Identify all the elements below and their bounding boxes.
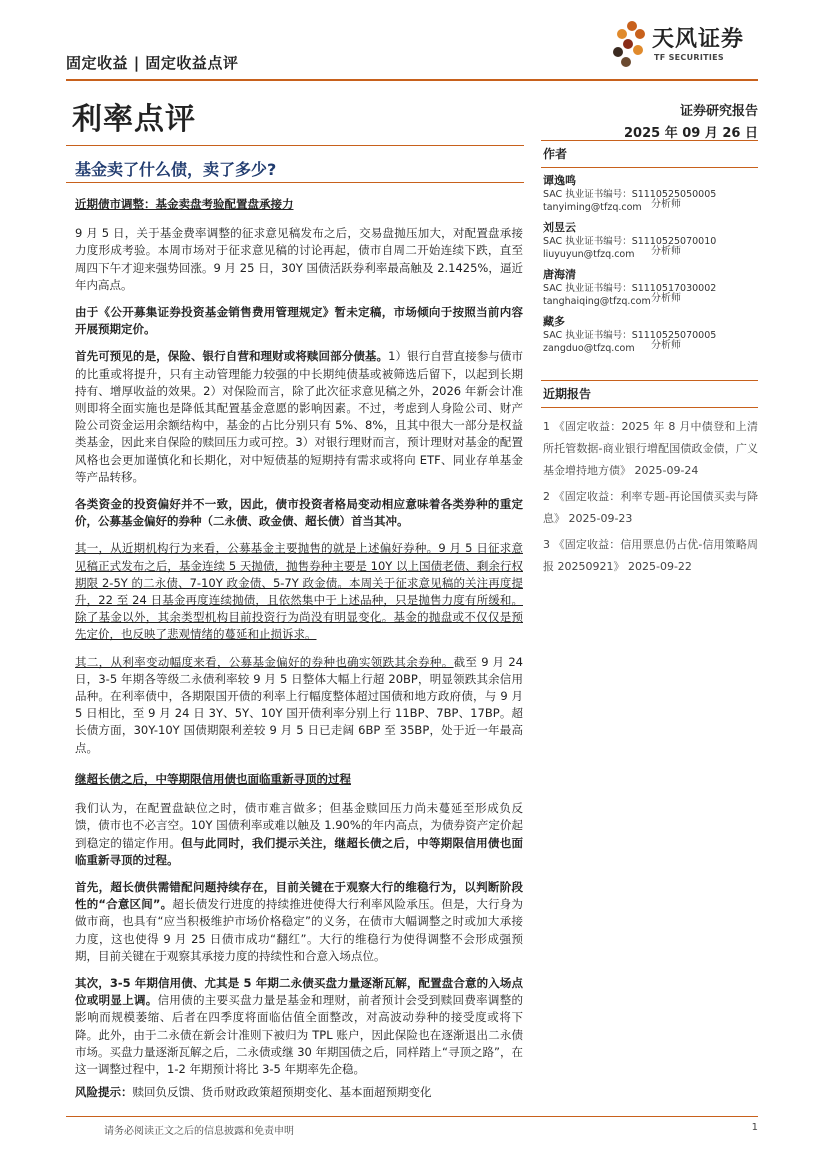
author-email[interactable]: tanghaiqing@tfzq.com (543, 296, 651, 307)
subtitle-bottom-divider (66, 182, 524, 183)
page-title: 利率点评 (72, 102, 196, 137)
header-divider (66, 79, 758, 81)
report-category: 固定收益 | 固定收益点评 (66, 54, 239, 72)
paragraph-lead: 首先可预见的是，保险、银行自营和理财或将赎回部分债基。 (75, 349, 389, 364)
risk-warning (75, 1084, 523, 1100)
author-name: 藏多 (543, 315, 565, 328)
author-email[interactable]: tanyiming@tfzq.com (543, 202, 642, 213)
author-cert: SAC 执业证书编号：S1110525070005 (543, 330, 717, 341)
author-card (541, 215, 758, 262)
footer-disclaimer: 请务必阅读正文之后的信息披露和免责申明 (104, 1126, 294, 1137)
logo-text-en: TF SECURITIES (654, 53, 724, 62)
recent-reports-list (541, 408, 758, 578)
paragraph (75, 879, 523, 965)
paragraph: 9 月 5 日，关于基金费率调整的征求意见稿发布之后，交易盘抛压加大，对配置盘承接力度形成考验。本周市场对于征求意见稿的讨论再起，债市自周二开始连续下跌，直至周四下午才迎来强势回涨。9 月 25 日，30Y 国债活跃券利率最高触及 2.1425%，逼近年内高点。 (75, 226, 523, 292)
authors-title: 作者 (541, 140, 758, 168)
report-type: 证券研究报告 (679, 104, 758, 119)
author-email[interactable]: liuyuyun@tfzq.com (543, 249, 635, 260)
report-subtitle: 基金卖了什么债，卖了多少? (75, 160, 277, 179)
author-role: 分析师 (651, 340, 681, 351)
recent-report-link[interactable]: 3 《固定收益：信用票息仍占优-信用策略周报 20250921》 2025-09-22 (543, 538, 758, 573)
author-cert: SAC 执业证书编号：S1110525050005 (543, 189, 717, 200)
paragraph-text: 截至 9 月 24 日，3-5 年期各等级二永债利率较 9 月 5 日整体大幅上行超 20BP，明显领跌其余信用品种。在利率债中，各期限国开债的利率上行幅度整体超过国债和地方政府债，与 9 月 5 日相比，至 9 月 24 日 3Y、5Y、10Y 国开债利率分别上行 11BP、7BP、17BP。超长债方面，30Y-10Y 国债期限利差较 9 月 5 日已走阔 6BP 至 35BP，处于近一年最高点。 (75, 654, 523, 755)
author-cert: SAC 执业证书编号：S1110525070010 (543, 236, 717, 247)
paragraph-lead: 其二，从利率变动幅度来看，公募基金偏好的券种也确实领跌其余券种。 (75, 654, 454, 669)
sidebar (541, 140, 758, 582)
paragraph-text: 信用债的主要买盘力量是基金和理财，前者预计会受到赎回费率调整的影响而规模萎缩、后者在四季度将面临估值全面整改，对高波动券种的接受度或将下降。此外，由于二永债在新会计准则下被归为 TPL 账户，因此保险也在逐渐退出二永债市场。买盘力量逐渐瓦解之后，二永债或继 30 年期国债之后，同样踏上“寻顶之路”，在这一调整过程中，1-2 年期预计将比 3-5 年期率先企稳。 (75, 993, 524, 1076)
logo-mark-icon (612, 20, 652, 68)
paragraph-text: 1）银行自营直接参与债市的比重或将提升，只有主动管理能力较强的中长期纯债基或被筛选后留下，以起到长期持有、增厚收益的效果。2）对保险而言，除了此次征求意见稿之外，2026 年新会计准则即将全面实施也是降低其配置基金意愿的影响因素。不过，考虑到人身险公司、财产险公司资金运用余额结构中，基金的占比分别只有 5%、8%，且其中很大一部分是权益类基金，因此来自保险的赎回压力或可控。3）对银行理财而言，预计理财对基金的配置风格也会更加谨慎化和长期化，对中短债基的短期持有需求或将向 ETF、同业存单基金等产品转移。 (75, 349, 523, 484)
paragraph-emphasis: 但与此同时，我们提示关注，继超长债之后，中等期限信用债也面临重新寻顶的过程。 (75, 835, 524, 867)
author-card (541, 168, 758, 215)
author-card (541, 309, 758, 356)
paragraph-underlined: 其一，从近期机构行为来看，公募基金主要抛售的就是上述偏好券种。9 月 5 日征求意见稿正式发布之后，基金连续 5 天抛债，抛售券种主要是 10Y 以上国债老债、剩余行权期限 2-5Y 的二永债、7-10Y 政金债、5-7Y 政金债。本周关于征求意见稿的关注再度提升，22 至 24 日基金再度连续抛债，且依然集中于上述品种，只是抛售力度有所缓和。除了基金以外，其余类型机构目前投资行为尚没有明显变化。基金的抛盘或不仅仅是预先定价，也反映了悲观情绪的蔓延和止损诉求。 (75, 541, 523, 642)
author-role: 分析师 (651, 293, 681, 304)
paragraph-bold: 由于《公开募集证券投资基金销售费用管理规定》暂未定稿，市场倾向于按照当前内容开展预期定价。 (75, 305, 523, 337)
paragraph-text: 超长债发行进度的持续推进使得大行利率风险承压。但是，大行身为做市商，也具有“应当积极维护市场价格稳定”的义务，在债市大幅调整之时或加大承接力度，这也使得 9 月 25 日债市成功“翻红”。大行的维稳行为使得调整不会形成强预期，目前关键在于观察其承接力度的持续性和合意入场点位。 (75, 897, 523, 963)
page-number: 1 (751, 1122, 758, 1133)
author-role: 分析师 (651, 199, 681, 210)
recent-report-link[interactable]: 1 《固定收益：2025 年 8 月中债登和上清所托管数据-商业银行增配国债政金债，广义基金增持地方债》 2025-09-24 (543, 420, 758, 477)
report-date: 2025 年 09 月 26 日 (624, 126, 758, 141)
recent-reports-title: 近期报告 (541, 380, 758, 408)
paragraph (75, 975, 523, 1078)
paragraph-bold: 各类资金的投资偏好并不一致，因此，债市投资者格局变动相应意味着各类券种的重定价，公募基金偏好的券种（二永债、政金债、超长债）首当其冲。 (75, 497, 523, 529)
author-name: 唐海清 (543, 268, 576, 281)
risk-text: 赎回负反馈、货币财政政策超预期变化、基本面超预期变化 (132, 1085, 432, 1099)
author-name: 刘昱云 (543, 221, 576, 234)
author-email[interactable]: zangduo@tfzq.com (543, 343, 635, 354)
risk-label: 风险提示： (75, 1085, 133, 1099)
main-content (75, 196, 523, 1088)
logo-text-cn: 天风证券 (652, 27, 745, 52)
paragraph-lead: 首先，超长债供需错配问题持续存在，目前关键在于观察大行的维稳行为，以判断阶段性的“合意区间”。 (75, 879, 523, 912)
recent-report-link[interactable]: 2 《固定收益：利率专题-再论国债买卖与降息》 2025-09-23 (543, 490, 758, 525)
paragraph (75, 800, 523, 869)
author-role: 分析师 (651, 246, 681, 257)
author-card (541, 262, 758, 309)
company-logo (612, 20, 762, 72)
author-name: 谭逸鸣 (543, 174, 576, 187)
paragraph-lead: 其次，3-5 年期信用债、尤其是 5 年期二永债买盘力量逐渐瓦解，配置盘合意的入场点位或明显上调。 (75, 975, 523, 1008)
paragraph-text: 我们认为，在配置盘缺位之时，债市难言做多；但基金赎回压力尚未蔓延至形成负反馈，债市也不必言空。10Y 国债利率或难以触及 1.90%的年内高点，为债券资产定价起到稳定的锚定作用。 (75, 801, 523, 850)
section-heading: 近期债市调整：基金卖盘考验配置盘承接力 (75, 197, 294, 211)
subtitle-top-divider (66, 145, 524, 146)
footer-divider (66, 1116, 758, 1117)
author-cert: SAC 执业证书编号：S1110517030002 (543, 283, 717, 294)
section-heading: 继超长债之后，中等期限信用债也面临重新寻顶的过程 (75, 771, 351, 786)
paragraph (75, 654, 523, 757)
paragraph (75, 348, 523, 486)
